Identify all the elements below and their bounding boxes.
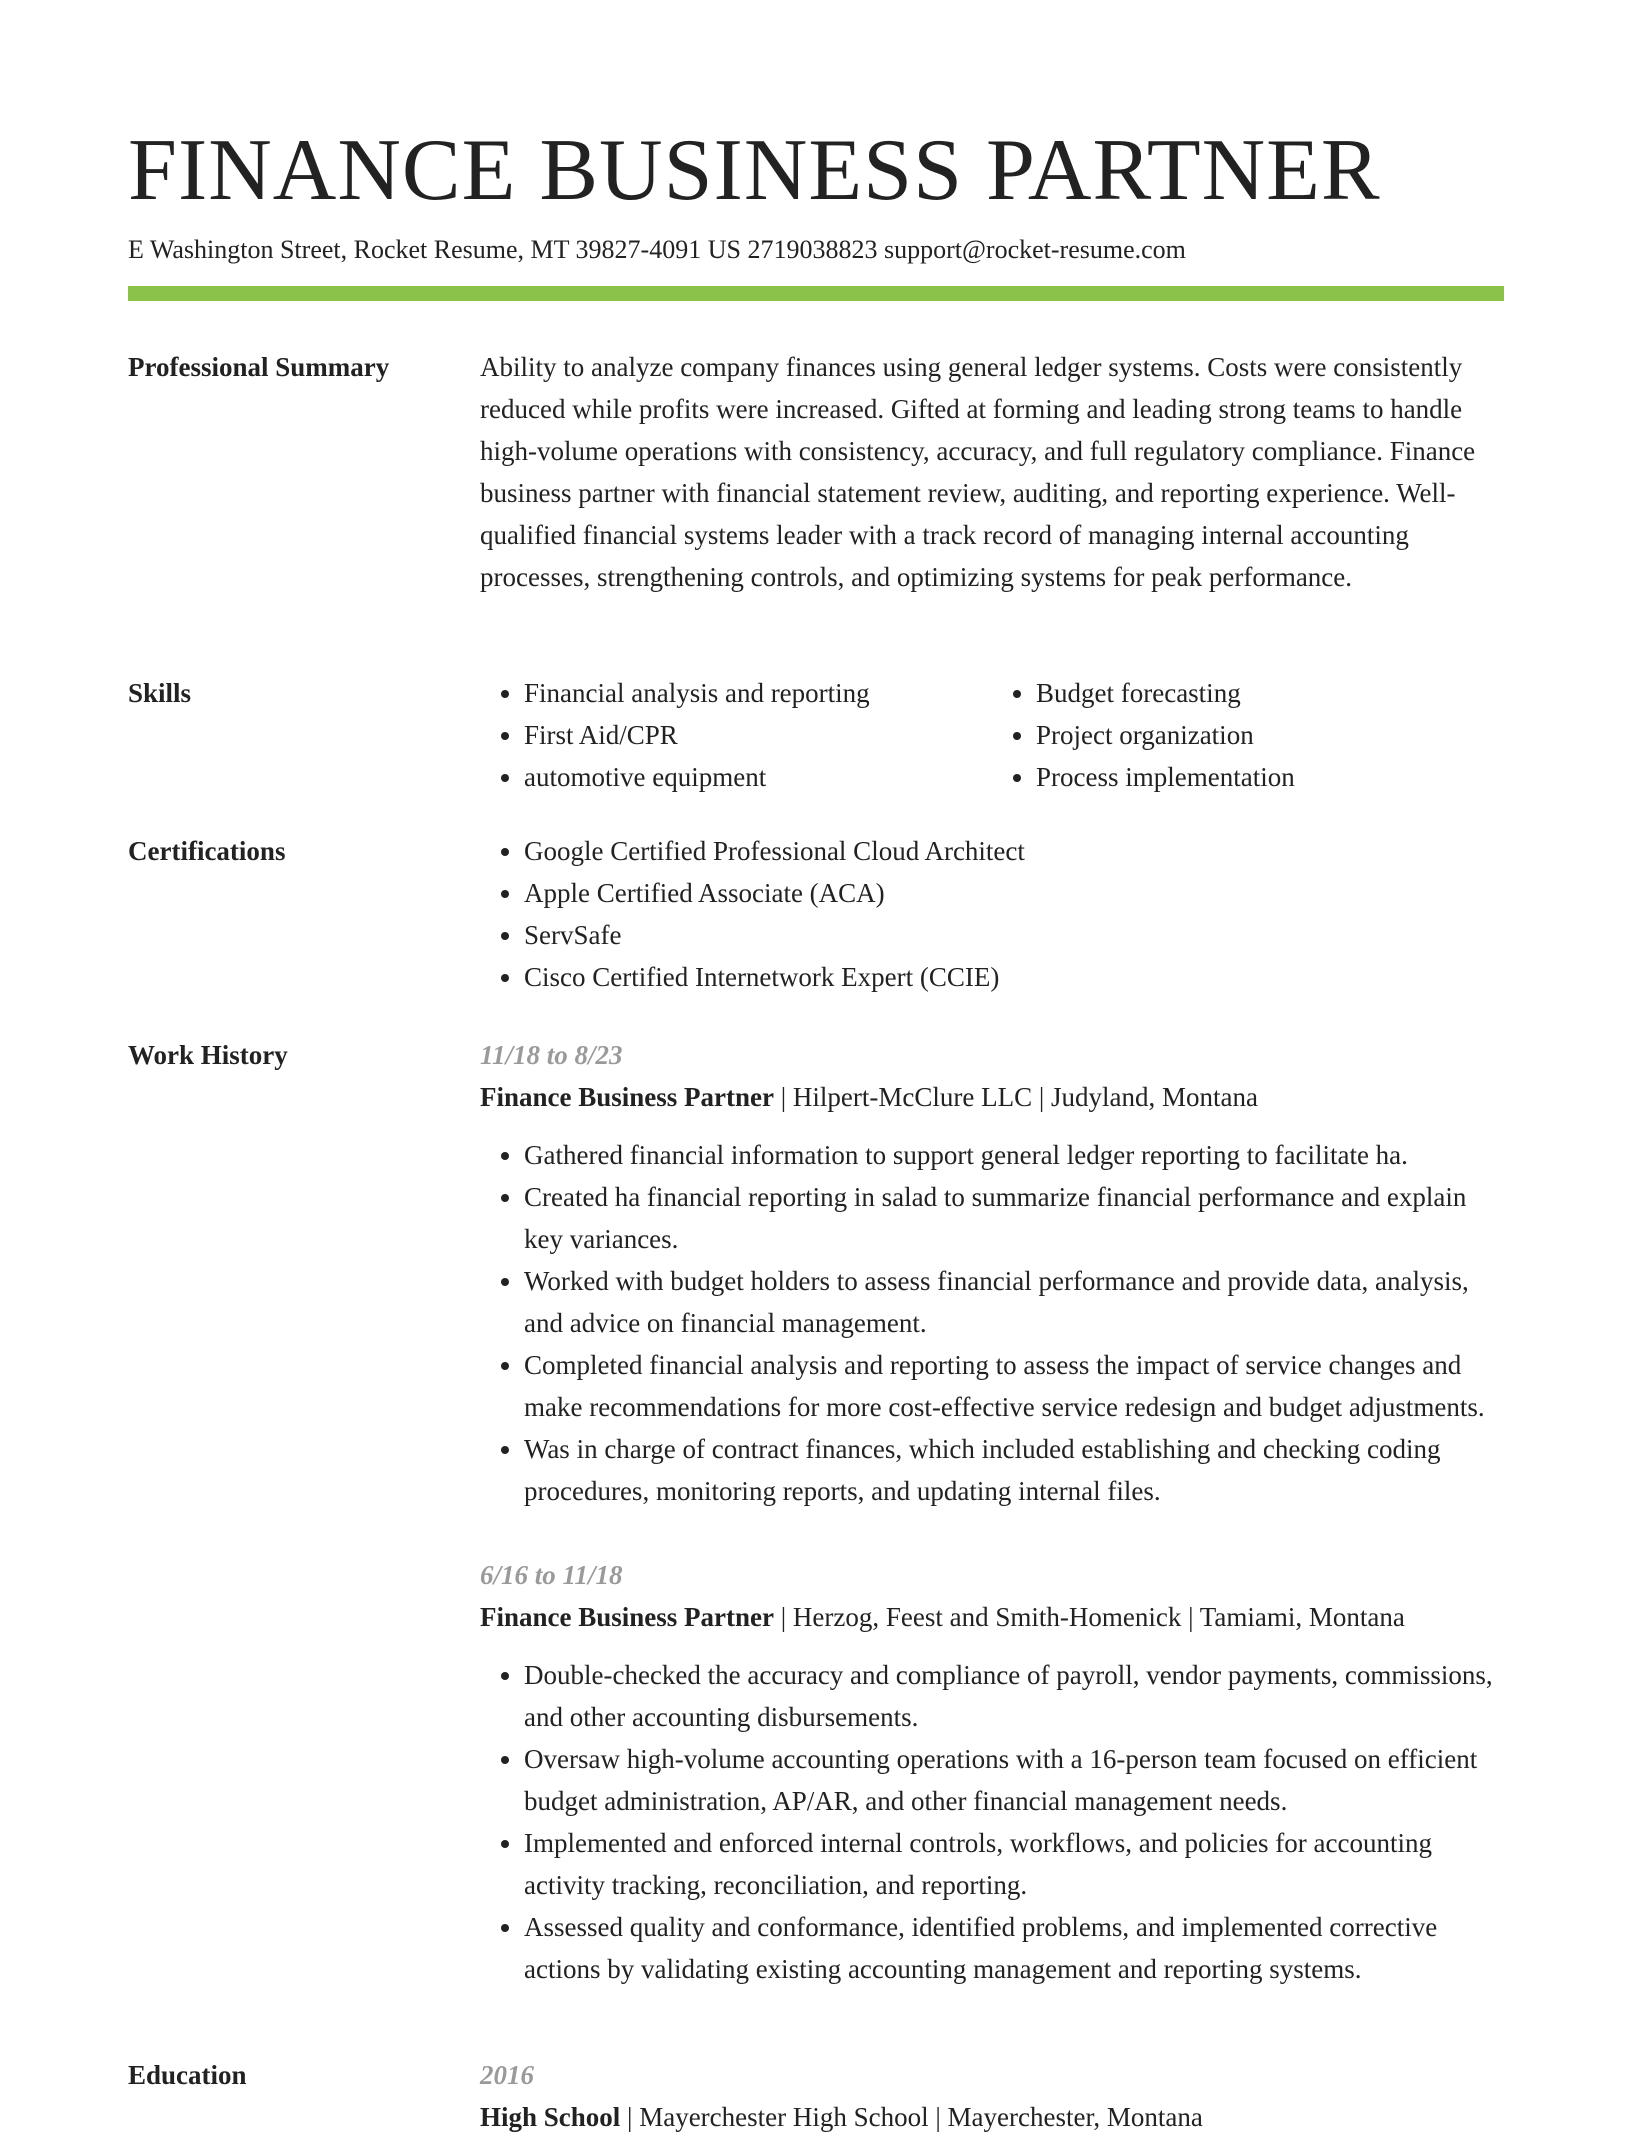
contact-address: E Washington Street, Rocket Resume, MT 39827-4091 US — [128, 235, 741, 264]
job-title: Finance Business Partner — [480, 1602, 774, 1632]
job-bullet: • Was in charge of contract finances, which included establishing and checking coding procedures, monitoring reports, and updating internal files. — [524, 1428, 1504, 1512]
skill-item: • automotive equipment — [524, 756, 992, 798]
job-heading — [480, 1076, 1504, 1118]
job-bullet: • Completed financial analysis and reporting to assess the impact of service changes and make recommendations for more cost-effective service redesign and budget adjustments. — [524, 1344, 1504, 1428]
job-bullet: • Oversaw high-volume accounting operations with a 16-person team focused on efficient budget administration, AP/AR, and other financial management needs. — [524, 1738, 1504, 1822]
summary-text: Ability to analyze company finances using general ledger systems. Costs were consistently reduced while profits were increased. Gifted at forming and leading strong teams to handle high-volume operations with consistency, accuracy, and full regulatory compliance. Finance business partner with financial statement review, auditing, and reporting experience. Well-qualified financial systems leader with a track record of managing internal accounting processes, strengthening controls, and optimizing systems for peak performance. — [480, 352, 1476, 592]
job-bullet: • Worked with budget holders to assess financial performance and provide data, analysis, and advice on financial management. — [524, 1260, 1504, 1344]
education-line — [480, 2096, 1504, 2138]
skills-column-1 — [480, 672, 992, 798]
contact-email: support@rocket-resume.com — [883, 235, 1186, 264]
job-dates: 6/16 to 11/18 — [480, 1560, 623, 1590]
job-bullet: • Double-checked the accuracy and compliance of payroll, vendor payments, commissions, and other accounting disbursements. — [524, 1654, 1504, 1738]
skills-column-2 — [992, 672, 1504, 798]
skills-heading: Skills — [128, 678, 192, 708]
job-bullet: • Assessed quality and conformance, identified problems, and implemented corrective actions by validating existing accounting management and reporting systems. — [524, 1906, 1504, 1990]
certification-item: • ServSafe — [524, 914, 1504, 956]
job-bullet: • Implemented and enforced internal controls, workflows, and policies for accounting activity tracking, reconciliation, and reporting. — [524, 1822, 1504, 1906]
summary-heading: Professional Summary — [128, 352, 390, 382]
job-title: Finance Business Partner — [480, 1082, 774, 1112]
work-history-heading: Work History — [128, 1040, 288, 1070]
education-date: 2016 — [480, 2060, 534, 2090]
job-dates: 11/18 to 8/23 — [480, 1040, 623, 1070]
skill-item: • Process implementation — [1036, 756, 1504, 798]
job-entry — [480, 1554, 1504, 1990]
certifications-list — [480, 830, 1504, 998]
resume-title: FINANCE BUSINESS PARTNER — [128, 122, 1381, 219]
education-school: | Mayerchester High School — [620, 2102, 928, 2132]
certification-item: • Google Certified Professional Cloud Architect — [524, 830, 1504, 872]
certifications-heading: Certifications — [128, 836, 286, 866]
job-location: | Tamiami, Montana — [1181, 1602, 1404, 1632]
skill-item: • First Aid/CPR — [524, 714, 992, 756]
certification-item: • Cisco Certified Internetwork Expert (CCIE) — [524, 956, 1504, 998]
education-location: | Mayerchester, Montana — [929, 2102, 1203, 2132]
certification-item: • Apple Certified Associate (ACA) — [524, 872, 1504, 914]
contact-line — [128, 232, 1186, 268]
job-entry — [480, 1034, 1504, 1512]
job-company: | Herzog, Feest and Smith-Homenick — [774, 1602, 1181, 1632]
job-bullets — [480, 1134, 1504, 1512]
skill-item: • Budget forecasting — [1036, 672, 1504, 714]
job-company: | Hilpert-McClure LLC — [774, 1082, 1032, 1112]
header-divider — [128, 286, 1504, 301]
job-location: | Judyland, Montana — [1032, 1082, 1258, 1112]
education-heading: Education — [128, 2060, 247, 2090]
skill-item: • Financial analysis and reporting — [524, 672, 992, 714]
contact-phone: 2719038823 — [747, 235, 878, 264]
education-degree: High School — [480, 2102, 621, 2132]
job-bullets — [480, 1654, 1504, 1990]
job-bullet: • Gathered financial information to support general ledger reporting to facilitate ha. — [524, 1134, 1504, 1176]
job-bullet: • Created ha financial reporting in salad to summarize financial performance and explain key variances. — [524, 1176, 1504, 1260]
job-heading — [480, 1596, 1504, 1638]
skill-item: • Project organization — [1036, 714, 1504, 756]
